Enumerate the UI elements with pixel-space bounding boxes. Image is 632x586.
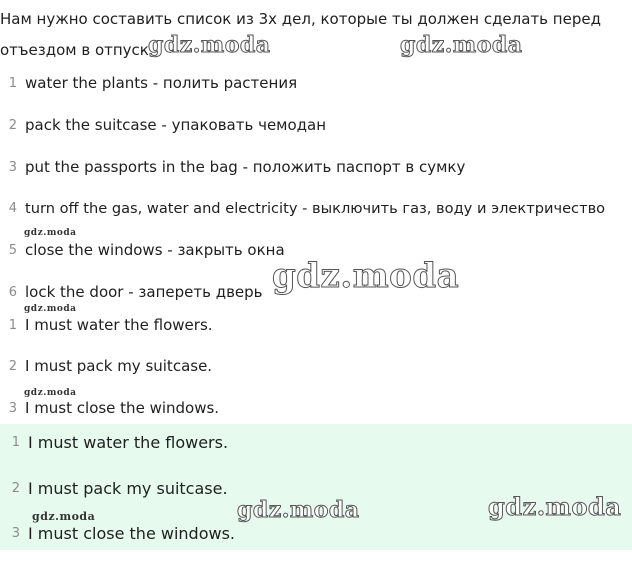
list-item <box>0 280 263 304</box>
list-item <box>0 238 285 262</box>
watermark: gdz.moda <box>237 497 360 523</box>
list-number: 2 <box>8 117 17 133</box>
list-text: I must water the flowers. <box>28 432 229 452</box>
watermark: gdz.moda <box>488 492 622 521</box>
answer-box <box>0 424 632 550</box>
list-text: I must close the windows. <box>28 523 235 543</box>
list-number: 2 <box>11 480 20 496</box>
list-number: 3 <box>11 525 20 541</box>
list-number: 1 <box>11 434 20 450</box>
list-number: 1 <box>8 75 17 91</box>
list-item <box>0 354 212 378</box>
list-number: 4 <box>8 200 17 216</box>
list-item <box>0 113 326 137</box>
watermark: gdz.moda <box>400 32 523 58</box>
list-text: pack the suitcase - упаковать чемодан <box>25 116 327 134</box>
list-item <box>0 155 465 179</box>
list-number: 1 <box>8 317 17 333</box>
list-number: 5 <box>8 242 17 258</box>
list-text: I must pack my suitcase. <box>28 478 228 498</box>
watermark: gdz.moda <box>148 32 271 58</box>
watermark: gdz.moda <box>272 256 460 296</box>
list-item <box>0 71 297 95</box>
intro-text: Нам нужно составить список из 3х дел, которые ты должен сделать перед отъездом в отпуск <box>0 10 601 59</box>
list-item <box>0 430 228 454</box>
list-text: turn off the gas, water and electricity - выключить газ, воду и электричество <box>25 199 606 217</box>
list-text: water the plants - полить растения <box>25 74 298 92</box>
watermark: gdz.moda <box>32 510 96 523</box>
list-text: I must water the flowers. <box>25 316 213 334</box>
list-text: I must close the windows. <box>25 399 220 417</box>
list-number: 2 <box>8 358 17 374</box>
list-item <box>0 196 605 220</box>
list-text: put the passports in the bag - положить паспорт в сумку <box>25 158 466 176</box>
list-item <box>0 313 213 337</box>
list-text: lock the door - запереть дверь <box>25 283 263 301</box>
list-item <box>0 396 219 420</box>
watermark: gdz.moda <box>24 388 77 398</box>
list-text: close the windows - закрыть окна <box>25 241 285 259</box>
watermark: gdz.moda <box>24 228 77 238</box>
list-item <box>0 476 228 500</box>
list-text: I must pack my suitcase. <box>25 357 213 375</box>
list-item <box>0 521 235 545</box>
list-number: 3 <box>8 159 17 175</box>
list-number: 6 <box>8 284 17 300</box>
list-number: 3 <box>8 400 17 416</box>
watermark: gdz.moda <box>24 304 77 314</box>
